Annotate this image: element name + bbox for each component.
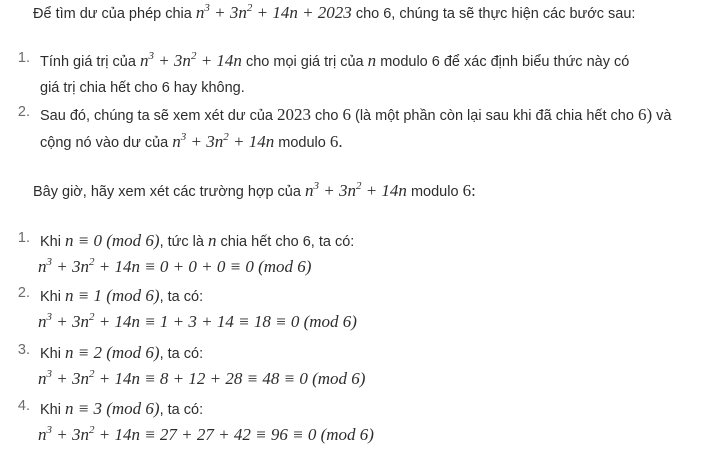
- step-2-line-1: Sau đó, chúng ta sẽ xem xét dư của 2023 cho 6 (là một phần còn lại sau khi đã chia hết cho 6) và: [40, 105, 672, 124]
- case-3-condition: Khi n ≡ 2 (mod 6), ta có:: [40, 343, 204, 362]
- case-number: 4.: [17, 398, 30, 414]
- step-2-line-2: cộng nó vào dư của $n^3 + 3n^2 + 14n$ modulo 6.: [40, 131, 343, 151]
- case-4-condition: Khi n ≡ 3 (mod 6), ta có:: [40, 399, 204, 418]
- case-3-result: $n^3 + 3n^2 + 14n \equiv 8 + 12 + 28 \equiv 48 \equiv 0$ (mod 6): [38, 368, 366, 388]
- step-2-expression: $n^3 + 3n^2 + 14n$: [172, 131, 275, 151]
- step-number: 1.: [17, 50, 30, 66]
- case-1-result: $n^3 + 3n^2 + 14n \equiv 0 + 0 + 0 \equiv 0$ (mod 6): [38, 256, 312, 276]
- case-number: 3.: [17, 342, 30, 358]
- case-number: 1.: [17, 230, 30, 246]
- intro-expression: $n^3 + 3n^2 + 14n + 2023$: [195, 2, 352, 22]
- intro-line: Để tìm dư của phép chia $n^3 + 3n^2 + 14n + 2023$ cho 6, chúng ta sẽ thực hiện các bước sau:: [33, 2, 636, 22]
- step-1-expression: $n^3 + 3n^2 + 14n$: [139, 50, 242, 70]
- cases-intro-line: Bây giờ, hãy xem xét các trường hợp của $n^3 + 3n^2 + 14n$ modulo 6:: [33, 180, 476, 200]
- case-number: 2.: [17, 285, 30, 301]
- step-1-line-1: Tính giá trị của $n^3 + 3n^2 + 14n$ cho mọi giá trị của n modulo 6 để xác định biểu thức này có: [40, 50, 630, 70]
- cases-intro-expression: $n^3 + 3n^2 + 14n$: [304, 180, 407, 200]
- case-4-result: $n^3 + 3n^2 + 14n \equiv 27 + 27 + 42 \equiv 96 \equiv 0$ (mod 6): [38, 424, 374, 444]
- step-1-line-2: giá trị chia hết cho 6 hay không.: [40, 80, 245, 96]
- case-2-condition: Khi n ≡ 1 (mod 6), ta có:: [40, 286, 204, 305]
- case-1-condition: Khi n ≡ 0 (mod 6), tức là n chia hết cho 6, ta có:: [40, 231, 355, 250]
- case-2-result: $n^3 + 3n^2 + 14n \equiv 1 + 3 + 14 \equiv 18 \equiv 0$ (mod 6): [38, 311, 357, 331]
- step-number: 2.: [17, 104, 30, 120]
